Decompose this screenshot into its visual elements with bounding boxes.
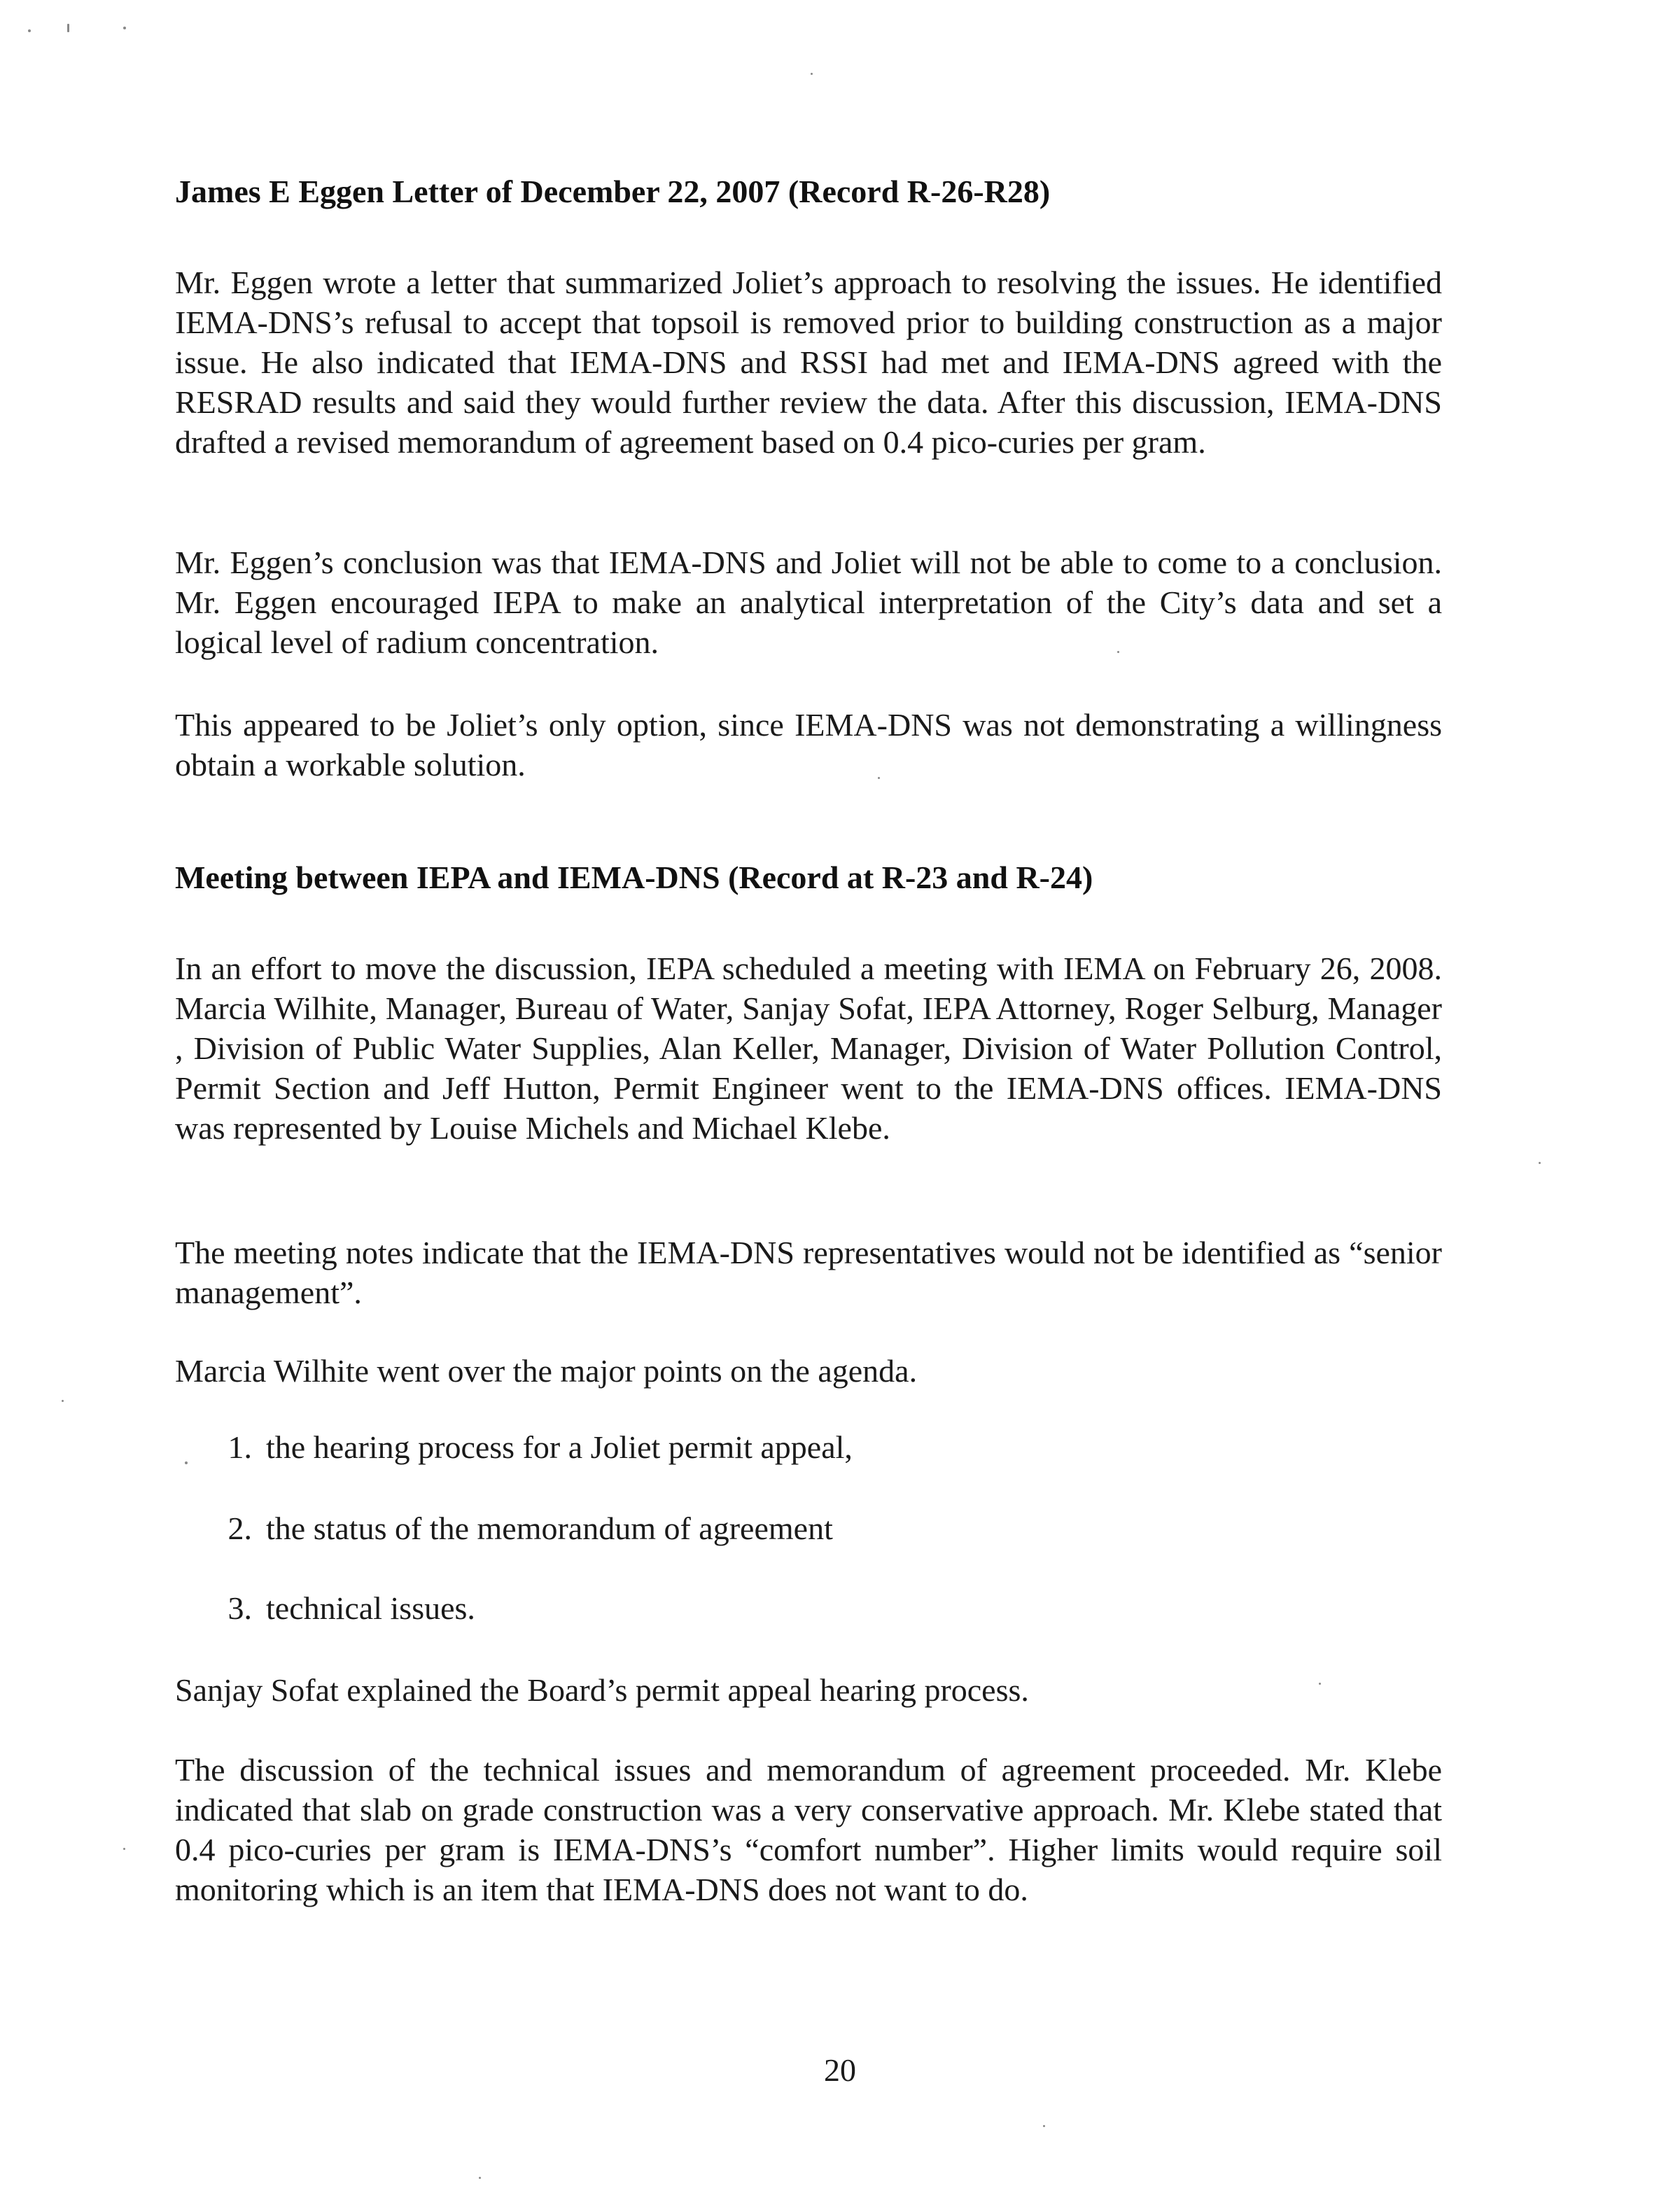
page-number: 20 — [824, 2052, 856, 2088]
scan-speck — [123, 1848, 125, 1850]
scan-speck — [185, 1461, 188, 1464]
agenda-item-number: 3. — [227, 1590, 252, 1626]
agenda-item-number: 1. — [227, 1429, 252, 1465]
scan-speck — [811, 73, 813, 75]
paragraph-agenda-intro: Marcia Wilhite went over the major points on the agenda. — [175, 1353, 918, 1389]
scan-speck — [1043, 2125, 1045, 2127]
paragraph-eggen-summary: Mr. Eggen wrote a letter that summarized Joliet’s approach to resolving the issues. He identified IEMA-DNS’s refusal to accept that topsoil is removed prior to building construction as a major issue. He also indicated that IEMA-DNS and RSSI had met and IEMA-DNS agreed with the RESRAD results and said they would further review the data. After this discussion, IEMA-DNS drafted a revised memorandum of agreement based on 0.4 pico-curies per gram. — [175, 265, 1442, 460]
scan-speck — [28, 29, 31, 32]
paragraph-joliet-option: This appeared to be Joliet’s only option, since IEMA-DNS was not demonstrating a willingness obtain a workable solution. — [175, 707, 1442, 783]
agenda-item-text: technical issues. — [266, 1590, 475, 1626]
paragraph-eggen-conclusion: Mr. Eggen’s conclusion was that IEMA-DNS and Joliet will not be able to come to a conclusion. Mr. Eggen encouraged IEPA to make an analytical interpretation of the City’s data and set a logical level of radium concentration. — [175, 545, 1442, 660]
scan-speck — [1539, 1162, 1541, 1164]
paragraph-technical-discussion: The discussion of the technical issues and memorandum of agreement proceeded. Mr. Klebe indicated that slab on grade construction was a very conservative approach. Mr. Klebe stated that 0.4 pico-curies per gram is IEMA-DNS’s “comfort number”. Higher limits would require soil monitoring which is an item that IEMA-DNS does not want to do. — [175, 1752, 1442, 1907]
paragraph-hearing-process: Sanjay Sofat explained the Board’s permit appeal hearing process. — [175, 1672, 1029, 1708]
agenda-item-text: the status of the memorandum of agreement — [266, 1510, 833, 1546]
scan-speck — [479, 2177, 481, 2179]
scan-speck — [67, 24, 69, 32]
scan-speck — [62, 1400, 64, 1402]
paragraph-meeting-notes: The meeting notes indicate that the IEMA-DNS representatives would not be identified as “senior management”. — [175, 1235, 1442, 1310]
section-heading-eggen-letter: James E Eggen Letter of December 22, 2007 (Record R-26-R28) — [175, 174, 1051, 209]
agenda-item-number: 2. — [227, 1510, 252, 1546]
section-heading-iepa-iema-meeting: Meeting between IEPA and IEMA-DNS (Record at R-23 and R-24) — [175, 860, 1093, 895]
paragraph-meeting-attendees: In an effort to move the discussion, IEPA scheduled a meeting with IEMA on February 26, 2008. Marcia Wilhite, Manager, Bureau of Water, Sanjay Sofat, IEPA Attorney, Roger Selburg, Manager , Division of Public Water Supplies, Alan Keller, Manager, Division of Water Pollution Control, Permit Section and Jeff Hutton, Permit Engineer went to the IEMA-DNS offices. IEMA-DNS was represented by Louise Michels and Michael Klebe. — [175, 951, 1442, 1146]
scan-speck — [123, 27, 126, 29]
agenda-item-text: the hearing process for a Joliet permit appeal, — [266, 1429, 853, 1465]
